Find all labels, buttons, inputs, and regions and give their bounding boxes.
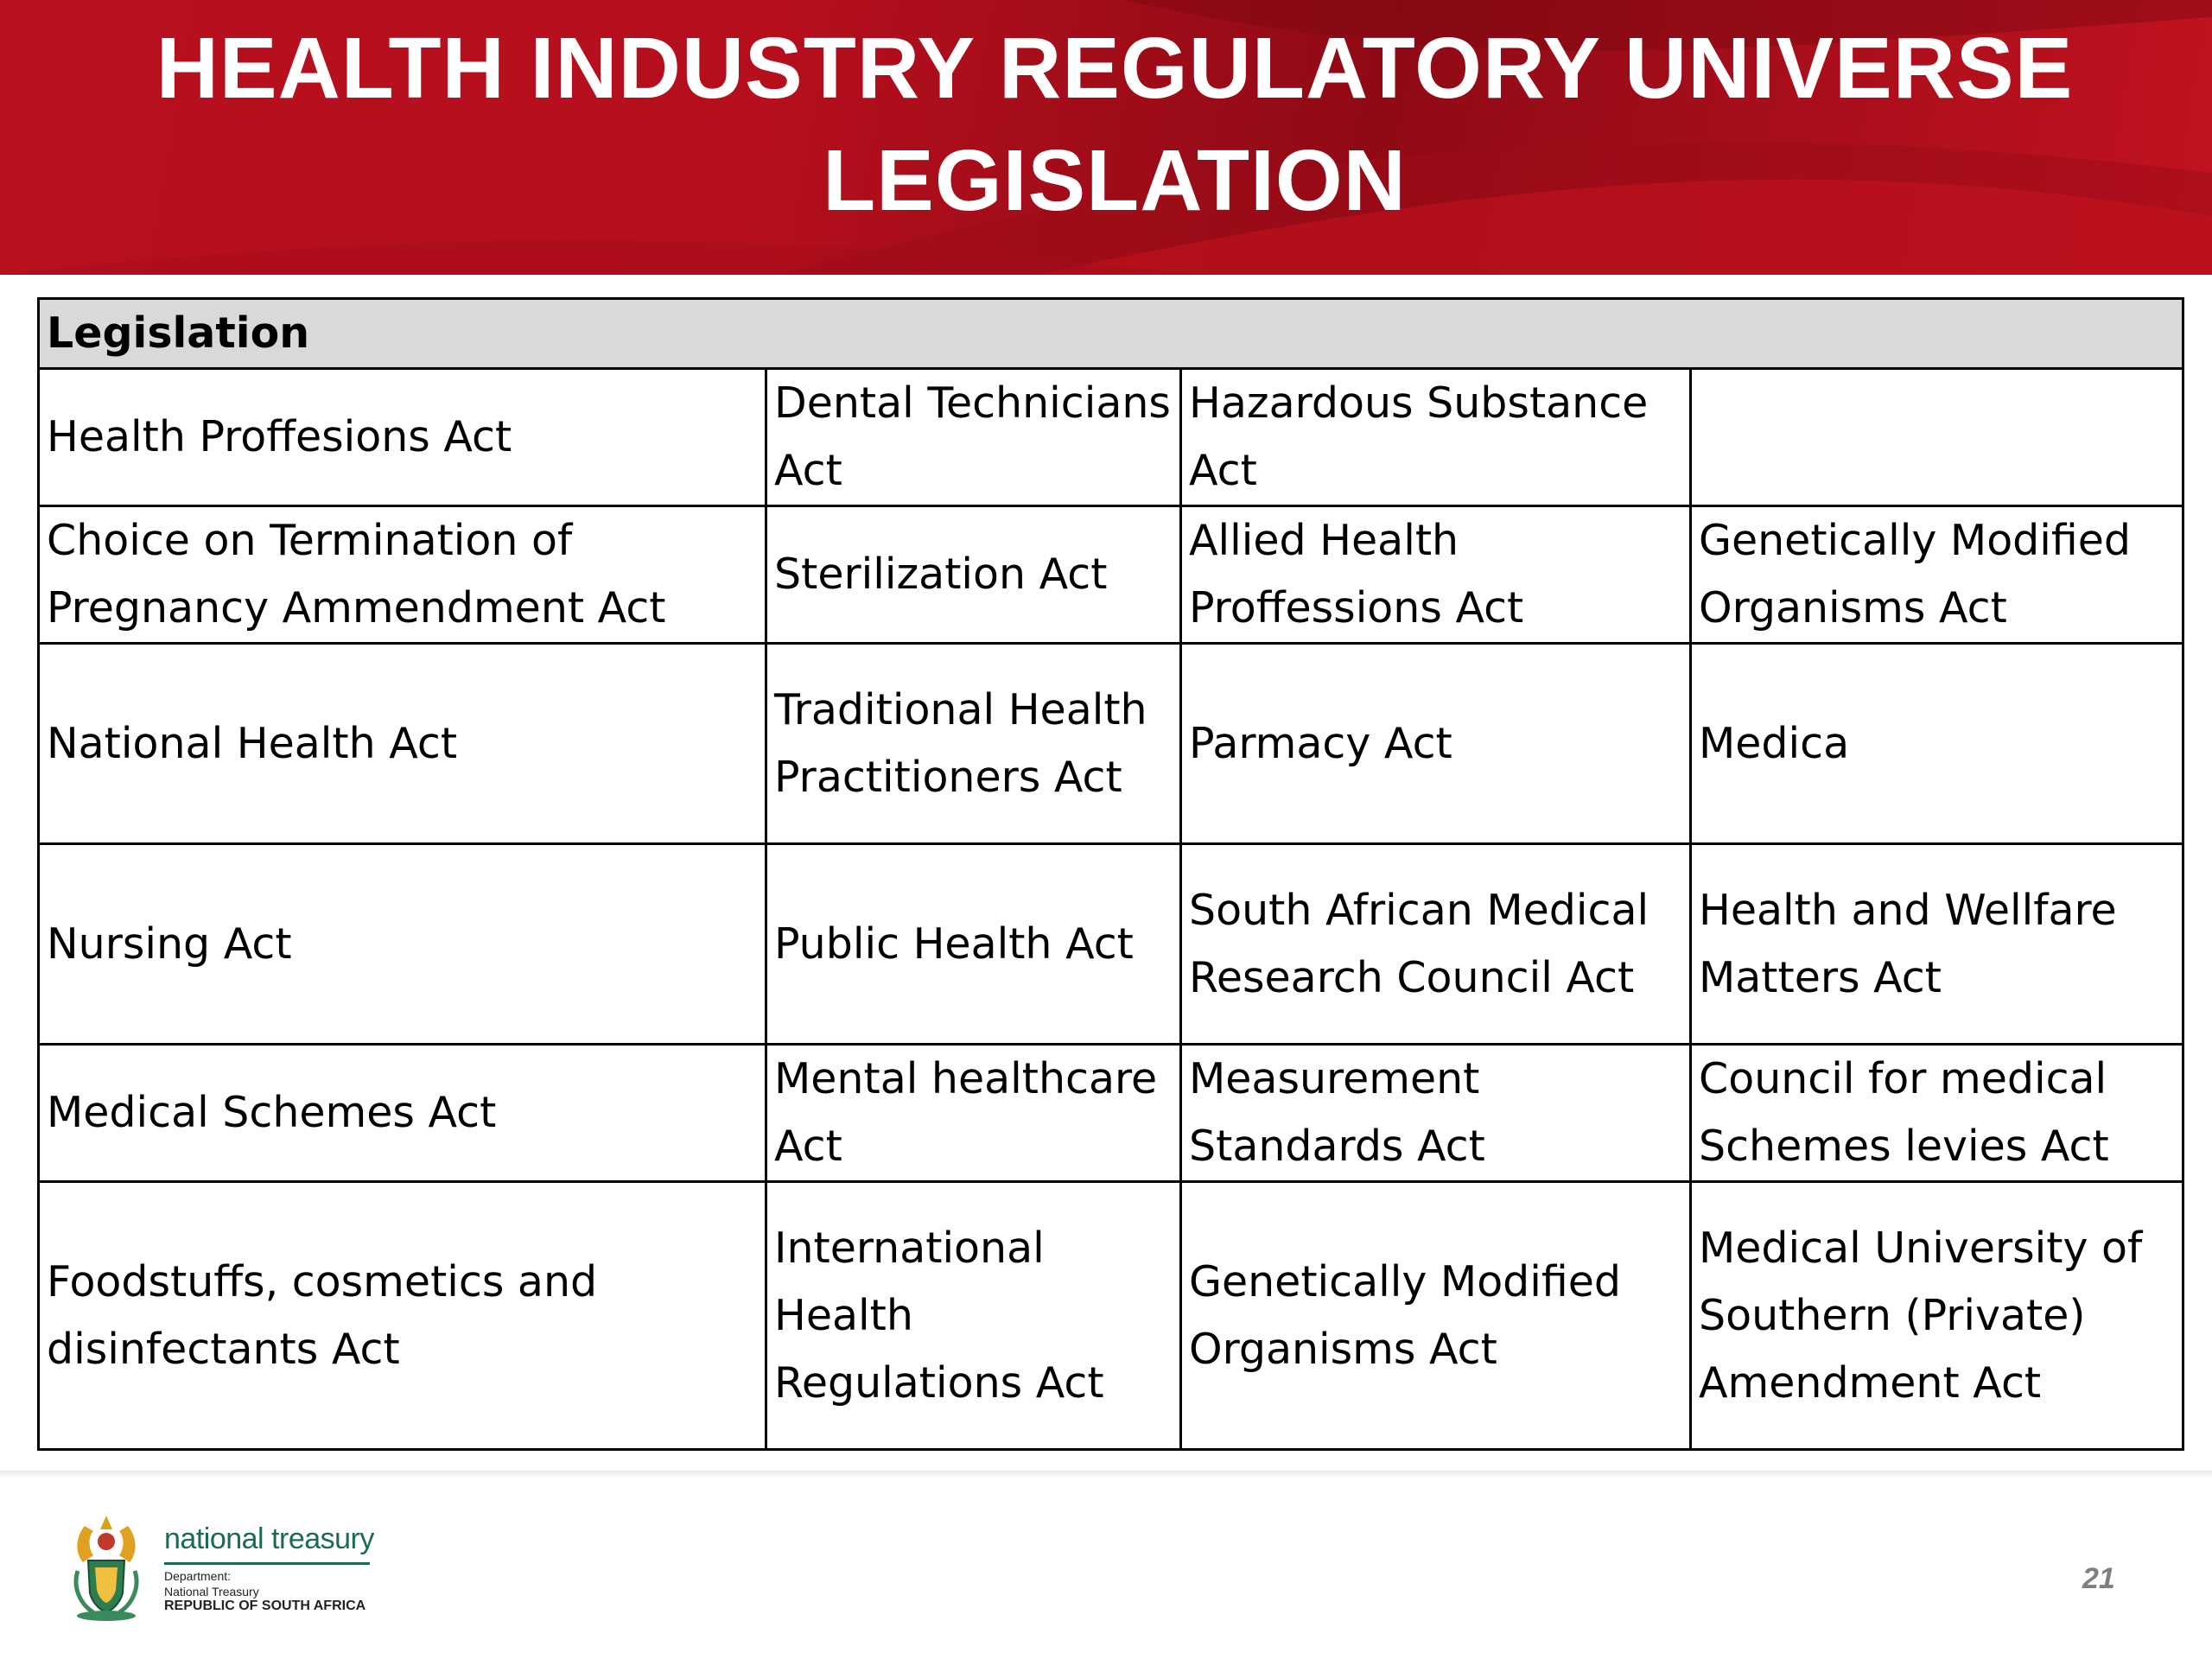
table-cell: Medica	[1691, 644, 2183, 844]
table-header-cell: Legislation	[39, 299, 2183, 369]
table-row	[39, 644, 2183, 844]
table-cell: Medical Schemes Act	[39, 1045, 766, 1182]
table-cell	[1691, 369, 2183, 506]
table-cell: Medical University of Southern (Private) Amendment Act	[1691, 1182, 2183, 1450]
table-cell: Nursing Act	[39, 844, 766, 1045]
footer-divider	[0, 1471, 2212, 1478]
table-cell: Health Proffesions Act	[39, 369, 766, 506]
table-cell: Genetically Modified Organisms Act	[1181, 1182, 1691, 1450]
coat-of-arms-icon	[59, 1510, 154, 1623]
table-cell: Foodstuffs, cosmetics and disinfectants Act	[39, 1182, 766, 1450]
table-row	[39, 369, 2183, 506]
table-row	[39, 506, 2183, 644]
page-number: 21	[2082, 1562, 2115, 1595]
brand-underline	[164, 1562, 370, 1565]
table-cell: Measurement Standards Act	[1181, 1045, 1691, 1182]
brand-name: national treasury	[164, 1522, 374, 1555]
brand-department-name: National Treasury	[164, 1585, 259, 1599]
brand-country: REPUBLIC OF SOUTH AFRICA	[164, 1599, 366, 1613]
table-cell: Choice on Termination of Pregnancy Ammendment Act	[39, 506, 766, 644]
table-cell: Health and Wellfare Matters Act	[1691, 844, 2183, 1045]
table-cell: Dental Technicians Act	[766, 369, 1181, 506]
table-cell: International Health Regulations Act	[766, 1182, 1181, 1450]
table-cell: Genetically Modified Organisms Act	[1691, 506, 2183, 644]
table-cell: Mental healthcare Act	[766, 1045, 1181, 1182]
title-banner	[0, 0, 2212, 275]
table-cell: National Health Act	[39, 644, 766, 844]
legislation-table	[37, 297, 2184, 1451]
table-header-row	[39, 299, 2183, 369]
table-row	[39, 1182, 2183, 1450]
table-cell: Council for medical Schemes levies Act	[1691, 1045, 2183, 1182]
table-cell: Traditional Health Practitioners Act	[766, 644, 1181, 844]
brand-department-label: Department:	[164, 1569, 232, 1583]
table-row	[39, 1045, 2183, 1182]
table-cell: Parmacy Act	[1181, 644, 1691, 844]
table-cell: Public Health Act	[766, 844, 1181, 1045]
table-row	[39, 844, 2183, 1045]
table-cell: Allied Health Proffessions Act	[1181, 506, 1691, 644]
page-title-line2: LEGISLATION	[823, 132, 1407, 229]
page-title-line1: HEALTH INDUSTRY REGULATORY UNIVERSE	[156, 20, 2074, 117]
table-cell: South African Medical Research Council Act	[1181, 844, 1691, 1045]
table-cell: Hazardous Substance Act	[1181, 369, 1691, 506]
table-cell: Sterilization Act	[766, 506, 1181, 644]
